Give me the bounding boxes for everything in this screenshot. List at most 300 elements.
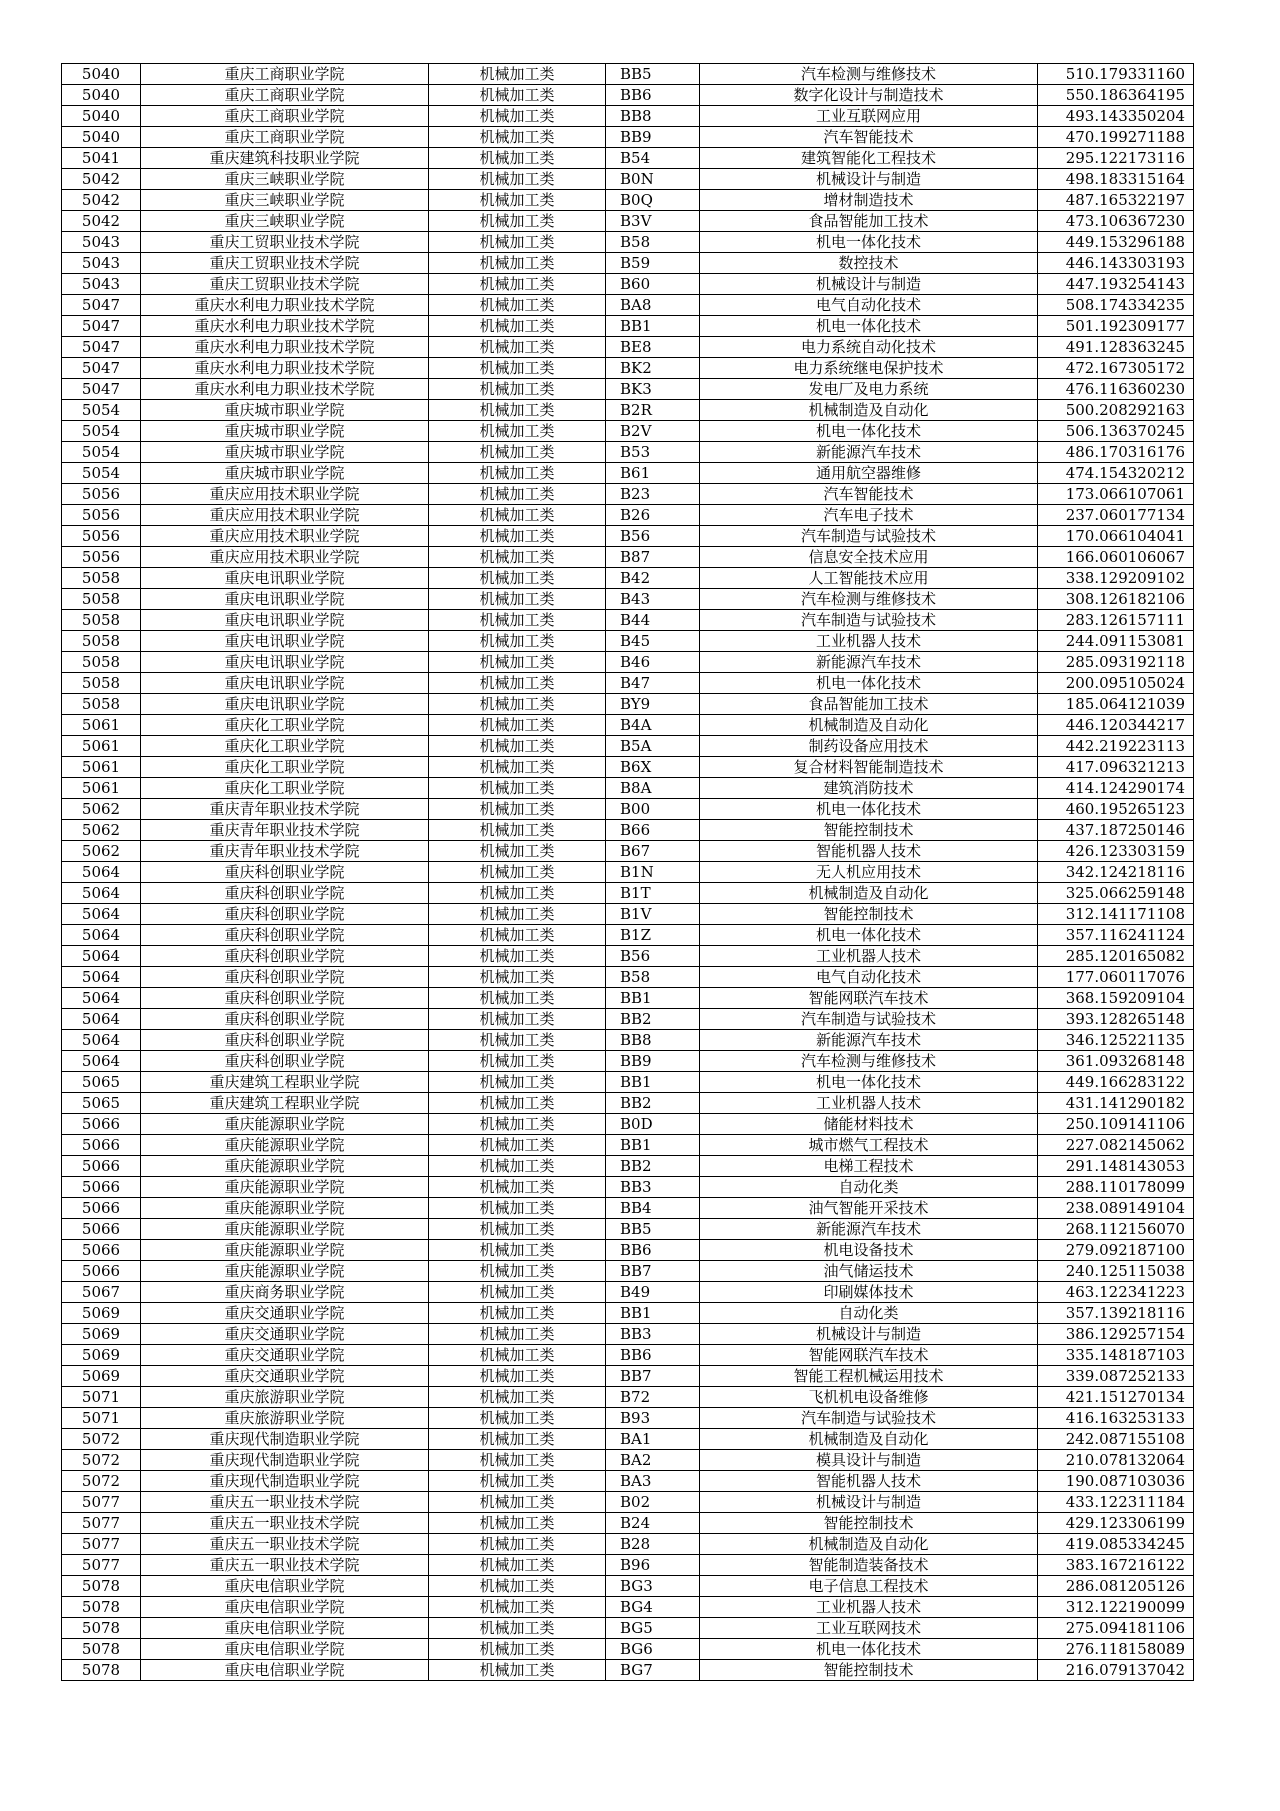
score-cell: 244.091153081 — [1038, 631, 1194, 652]
table-row — [62, 988, 1194, 1009]
school-name-cell: 重庆电讯职业学院 — [141, 694, 429, 715]
school-name-cell: 重庆城市职业学院 — [141, 463, 429, 484]
category-cell: 机械加工类 — [429, 1177, 606, 1198]
table-row — [62, 589, 1194, 610]
category-cell: 机械加工类 — [429, 421, 606, 442]
school-name-cell: 重庆电讯职业学院 — [141, 610, 429, 631]
score-cell: 240.125115038 — [1038, 1261, 1194, 1282]
score-cell: 285.120165082 — [1038, 946, 1194, 967]
score-cell: 357.116241124 — [1038, 925, 1194, 946]
major-name-cell: 油气储运技术 — [700, 1261, 1038, 1282]
category-cell: 机械加工类 — [429, 337, 606, 358]
table-row — [62, 1177, 1194, 1198]
major-name-cell: 汽车制造与试验技术 — [700, 526, 1038, 547]
score-cell: 506.136370245 — [1038, 421, 1194, 442]
table-row — [62, 442, 1194, 463]
school-name-cell: 重庆应用技术职业学院 — [141, 547, 429, 568]
school-code-cell: 5077 — [62, 1534, 141, 1555]
score-cell: 426.123303159 — [1038, 841, 1194, 862]
school-name-cell: 重庆三峡职业学院 — [141, 169, 429, 190]
major-code-cell: B26 — [606, 505, 700, 526]
school-name-cell: 重庆水利电力职业技术学院 — [141, 337, 429, 358]
score-cell: 472.167305172 — [1038, 358, 1194, 379]
table-row — [62, 1555, 1194, 1576]
category-cell: 机械加工类 — [429, 694, 606, 715]
category-cell: 机械加工类 — [429, 1030, 606, 1051]
school-name-cell: 重庆交通职业学院 — [141, 1366, 429, 1387]
school-code-cell: 5064 — [62, 946, 141, 967]
major-code-cell: BG3 — [606, 1576, 700, 1597]
category-cell: 机械加工类 — [429, 1597, 606, 1618]
major-name-cell: 汽车智能技术 — [700, 484, 1038, 505]
school-code-cell: 5064 — [62, 925, 141, 946]
major-code-cell: B49 — [606, 1282, 700, 1303]
school-name-cell: 重庆电信职业学院 — [141, 1576, 429, 1597]
major-name-cell: 自动化类 — [700, 1303, 1038, 1324]
category-cell: 机械加工类 — [429, 862, 606, 883]
category-cell: 机械加工类 — [429, 652, 606, 673]
major-code-cell: B5A — [606, 736, 700, 757]
major-name-cell: 电力系统继电保护技术 — [700, 358, 1038, 379]
school-name-cell: 重庆能源职业学院 — [141, 1156, 429, 1177]
table-row — [62, 799, 1194, 820]
table-row — [62, 1240, 1194, 1261]
school-name-cell: 重庆电讯职业学院 — [141, 568, 429, 589]
major-name-cell: 智能机器人技术 — [700, 1471, 1038, 1492]
school-code-cell: 5064 — [62, 988, 141, 1009]
score-cell: 308.126182106 — [1038, 589, 1194, 610]
table-row — [62, 253, 1194, 274]
category-cell: 机械加工类 — [429, 442, 606, 463]
major-name-cell: 通用航空器维修 — [700, 463, 1038, 484]
category-cell: 机械加工类 — [429, 589, 606, 610]
major-name-cell: 工业机器人技术 — [700, 1597, 1038, 1618]
major-code-cell: B1T — [606, 883, 700, 904]
major-name-cell: 机电一体化技术 — [700, 925, 1038, 946]
score-cell: 470.199271188 — [1038, 127, 1194, 148]
major-name-cell: 汽车电子技术 — [700, 505, 1038, 526]
school-code-cell: 5058 — [62, 589, 141, 610]
score-cell: 288.110178099 — [1038, 1177, 1194, 1198]
table-row — [62, 358, 1194, 379]
school-code-cell: 5067 — [62, 1282, 141, 1303]
category-cell: 机械加工类 — [429, 316, 606, 337]
major-code-cell: B8A — [606, 778, 700, 799]
category-cell: 机械加工类 — [429, 1639, 606, 1660]
major-code-cell: B44 — [606, 610, 700, 631]
table-row — [62, 736, 1194, 757]
score-cell: 417.096321213 — [1038, 757, 1194, 778]
major-name-cell: 智能机器人技术 — [700, 841, 1038, 862]
table-row — [62, 1051, 1194, 1072]
table-row — [62, 1303, 1194, 1324]
major-name-cell: 模具设计与制造 — [700, 1450, 1038, 1471]
school-name-cell: 重庆电信职业学院 — [141, 1618, 429, 1639]
major-name-cell: 机电一体化技术 — [700, 232, 1038, 253]
school-name-cell: 重庆能源职业学院 — [141, 1177, 429, 1198]
school-name-cell: 重庆现代制造职业学院 — [141, 1471, 429, 1492]
major-code-cell: B56 — [606, 946, 700, 967]
table-row — [62, 1198, 1194, 1219]
school-code-cell: 5058 — [62, 568, 141, 589]
school-code-cell: 5054 — [62, 421, 141, 442]
school-code-cell: 5043 — [62, 274, 141, 295]
score-cell: 190.087103036 — [1038, 1471, 1194, 1492]
score-cell: 508.174334235 — [1038, 295, 1194, 316]
major-code-cell: BB8 — [606, 1030, 700, 1051]
table-body — [62, 64, 1194, 1681]
school-code-cell: 5058 — [62, 631, 141, 652]
major-code-cell: BB9 — [606, 127, 700, 148]
school-code-cell: 5078 — [62, 1597, 141, 1618]
major-code-cell: B23 — [606, 484, 700, 505]
major-code-cell: B67 — [606, 841, 700, 862]
major-code-cell: B1V — [606, 904, 700, 925]
major-name-cell: 机械设计与制造 — [700, 1324, 1038, 1345]
category-cell: 机械加工类 — [429, 1282, 606, 1303]
major-code-cell: B02 — [606, 1492, 700, 1513]
category-cell: 机械加工类 — [429, 232, 606, 253]
major-name-cell: 智能控制技术 — [700, 904, 1038, 925]
category-cell: 机械加工类 — [429, 820, 606, 841]
score-cell: 414.124290174 — [1038, 778, 1194, 799]
major-code-cell: B28 — [606, 1534, 700, 1555]
score-cell: 279.092187100 — [1038, 1240, 1194, 1261]
table-row — [62, 778, 1194, 799]
table-row — [62, 1135, 1194, 1156]
school-code-cell: 5065 — [62, 1072, 141, 1093]
major-name-cell: 复合材料智能制造技术 — [700, 757, 1038, 778]
school-name-cell: 重庆工商职业学院 — [141, 127, 429, 148]
category-cell: 机械加工类 — [429, 778, 606, 799]
major-name-cell: 汽车检测与维修技术 — [700, 589, 1038, 610]
table-row — [62, 1471, 1194, 1492]
major-name-cell: 智能网联汽车技术 — [700, 988, 1038, 1009]
category-cell: 机械加工类 — [429, 1471, 606, 1492]
school-code-cell: 5066 — [62, 1240, 141, 1261]
score-cell: 312.122190099 — [1038, 1597, 1194, 1618]
table-row — [62, 64, 1194, 85]
school-code-cell: 5078 — [62, 1618, 141, 1639]
table-row — [62, 946, 1194, 967]
major-name-cell: 新能源汽车技术 — [700, 652, 1038, 673]
category-cell: 机械加工类 — [429, 295, 606, 316]
score-cell: 510.179331160 — [1038, 64, 1194, 85]
major-name-cell: 工业机器人技术 — [700, 946, 1038, 967]
category-cell: 机械加工类 — [429, 253, 606, 274]
major-code-cell: BK2 — [606, 358, 700, 379]
table-row — [62, 1324, 1194, 1345]
category-cell: 机械加工类 — [429, 505, 606, 526]
category-cell: 机械加工类 — [429, 190, 606, 211]
major-code-cell: B2R — [606, 400, 700, 421]
category-cell: 机械加工类 — [429, 631, 606, 652]
category-cell: 机械加工类 — [429, 1387, 606, 1408]
admission-score-table — [61, 63, 1194, 1681]
category-cell: 机械加工类 — [429, 463, 606, 484]
category-cell: 机械加工类 — [429, 1450, 606, 1471]
category-cell: 机械加工类 — [429, 1534, 606, 1555]
table-row — [62, 1282, 1194, 1303]
table-row — [62, 694, 1194, 715]
table-row — [62, 1345, 1194, 1366]
table-row — [62, 631, 1194, 652]
table-row — [62, 400, 1194, 421]
table-row — [62, 505, 1194, 526]
major-name-cell: 机电一体化技术 — [700, 673, 1038, 694]
table-row — [62, 820, 1194, 841]
table-row — [62, 484, 1194, 505]
table-row — [62, 421, 1194, 442]
major-name-cell: 食品智能加工技术 — [700, 694, 1038, 715]
score-cell: 357.139218116 — [1038, 1303, 1194, 1324]
major-name-cell: 新能源汽车技术 — [700, 442, 1038, 463]
score-cell: 460.195265123 — [1038, 799, 1194, 820]
score-cell: 346.125221135 — [1038, 1030, 1194, 1051]
school-code-cell: 5043 — [62, 253, 141, 274]
school-code-cell: 5064 — [62, 1030, 141, 1051]
major-name-cell: 智能制造装备技术 — [700, 1555, 1038, 1576]
school-name-cell: 重庆电信职业学院 — [141, 1597, 429, 1618]
major-code-cell: BB6 — [606, 1345, 700, 1366]
table-row — [62, 547, 1194, 568]
school-code-cell: 5069 — [62, 1324, 141, 1345]
category-cell: 机械加工类 — [429, 1219, 606, 1240]
school-code-cell: 5041 — [62, 148, 141, 169]
score-cell: 283.126157111 — [1038, 610, 1194, 631]
major-code-cell: BB2 — [606, 1156, 700, 1177]
major-name-cell: 机械制造及自动化 — [700, 1534, 1038, 1555]
category-cell: 机械加工类 — [429, 1345, 606, 1366]
category-cell: 机械加工类 — [429, 379, 606, 400]
major-code-cell: B93 — [606, 1408, 700, 1429]
major-name-cell: 飞机机电设备维修 — [700, 1387, 1038, 1408]
category-cell: 机械加工类 — [429, 715, 606, 736]
major-name-cell: 机械设计与制造 — [700, 169, 1038, 190]
category-cell: 机械加工类 — [429, 1429, 606, 1450]
school-name-cell: 重庆应用技术职业学院 — [141, 484, 429, 505]
major-code-cell: BB4 — [606, 1198, 700, 1219]
major-code-cell: BG4 — [606, 1597, 700, 1618]
category-cell: 机械加工类 — [429, 1576, 606, 1597]
table-row — [62, 568, 1194, 589]
category-cell: 机械加工类 — [429, 841, 606, 862]
category-cell: 机械加工类 — [429, 526, 606, 547]
category-cell: 机械加工类 — [429, 85, 606, 106]
school-code-cell: 5061 — [62, 736, 141, 757]
school-code-cell: 5066 — [62, 1261, 141, 1282]
table-row — [62, 106, 1194, 127]
table-row — [62, 232, 1194, 253]
major-name-cell: 汽车智能技术 — [700, 127, 1038, 148]
score-cell: 335.148187103 — [1038, 1345, 1194, 1366]
school-name-cell: 重庆商务职业学院 — [141, 1282, 429, 1303]
major-code-cell: BB5 — [606, 64, 700, 85]
major-code-cell: B0N — [606, 169, 700, 190]
school-code-cell: 5043 — [62, 232, 141, 253]
category-cell: 机械加工类 — [429, 1513, 606, 1534]
category-cell: 机械加工类 — [429, 1198, 606, 1219]
school-code-cell: 5061 — [62, 715, 141, 736]
category-cell: 机械加工类 — [429, 1492, 606, 1513]
score-cell: 291.148143053 — [1038, 1156, 1194, 1177]
table-row — [62, 148, 1194, 169]
school-name-cell: 重庆科创职业学院 — [141, 883, 429, 904]
major-code-cell: B6X — [606, 757, 700, 778]
table-row — [62, 883, 1194, 904]
table-row — [62, 967, 1194, 988]
school-code-cell: 5047 — [62, 295, 141, 316]
major-name-cell: 汽车检测与维修技术 — [700, 64, 1038, 85]
school-name-cell: 重庆能源职业学院 — [141, 1198, 429, 1219]
major-code-cell: B1N — [606, 862, 700, 883]
category-cell: 机械加工类 — [429, 757, 606, 778]
major-code-cell: B96 — [606, 1555, 700, 1576]
category-cell: 机械加工类 — [429, 211, 606, 232]
score-cell: 437.187250146 — [1038, 820, 1194, 841]
table-row — [62, 757, 1194, 778]
school-name-cell: 重庆建筑科技职业学院 — [141, 148, 429, 169]
major-code-cell: B47 — [606, 673, 700, 694]
school-code-cell: 5058 — [62, 694, 141, 715]
score-cell: 393.128265148 — [1038, 1009, 1194, 1030]
school-code-cell: 5042 — [62, 211, 141, 232]
major-name-cell: 机械制造及自动化 — [700, 715, 1038, 736]
major-name-cell: 电梯工程技术 — [700, 1156, 1038, 1177]
major-name-cell: 建筑消防技术 — [700, 778, 1038, 799]
school-name-cell: 重庆五一职业技术学院 — [141, 1513, 429, 1534]
school-code-cell: 5054 — [62, 400, 141, 421]
major-name-cell: 油气智能开采技术 — [700, 1198, 1038, 1219]
major-code-cell: BB8 — [606, 106, 700, 127]
school-code-cell: 5066 — [62, 1135, 141, 1156]
major-code-cell: B58 — [606, 232, 700, 253]
major-code-cell: B60 — [606, 274, 700, 295]
school-code-cell: 5047 — [62, 358, 141, 379]
table-row — [62, 673, 1194, 694]
category-cell: 机械加工类 — [429, 673, 606, 694]
school-name-cell: 重庆科创职业学院 — [141, 946, 429, 967]
major-code-cell: B58 — [606, 967, 700, 988]
school-code-cell: 5072 — [62, 1450, 141, 1471]
major-code-cell: BG6 — [606, 1639, 700, 1660]
score-cell: 285.093192118 — [1038, 652, 1194, 673]
category-cell: 机械加工类 — [429, 568, 606, 589]
school-code-cell: 5056 — [62, 484, 141, 505]
score-cell: 421.151270134 — [1038, 1387, 1194, 1408]
major-code-cell: B46 — [606, 652, 700, 673]
table-row — [62, 862, 1194, 883]
school-code-cell: 5069 — [62, 1345, 141, 1366]
school-name-cell: 重庆工商职业学院 — [141, 85, 429, 106]
major-code-cell: B59 — [606, 253, 700, 274]
category-cell: 机械加工类 — [429, 1093, 606, 1114]
table-row — [62, 463, 1194, 484]
school-code-cell: 5062 — [62, 841, 141, 862]
category-cell: 机械加工类 — [429, 1555, 606, 1576]
table-row — [62, 85, 1194, 106]
major-code-cell: B1Z — [606, 925, 700, 946]
table-row — [62, 715, 1194, 736]
score-cell: 446.120344217 — [1038, 715, 1194, 736]
school-code-cell: 5078 — [62, 1576, 141, 1597]
score-cell: 501.192309177 — [1038, 316, 1194, 337]
score-cell: 216.079137042 — [1038, 1660, 1194, 1681]
major-code-cell: B2V — [606, 421, 700, 442]
table-row — [62, 274, 1194, 295]
school-code-cell: 5056 — [62, 547, 141, 568]
major-code-cell: BB1 — [606, 1135, 700, 1156]
school-name-cell: 重庆旅游职业学院 — [141, 1387, 429, 1408]
school-name-cell: 重庆电讯职业学院 — [141, 673, 429, 694]
major-name-cell: 机电一体化技术 — [700, 421, 1038, 442]
major-name-cell: 机械制造及自动化 — [700, 883, 1038, 904]
table-row — [62, 1534, 1194, 1555]
school-code-cell: 5064 — [62, 1051, 141, 1072]
major-code-cell: B0Q — [606, 190, 700, 211]
score-cell: 446.143303193 — [1038, 253, 1194, 274]
score-cell: 429.123306199 — [1038, 1513, 1194, 1534]
score-cell: 275.094181106 — [1038, 1618, 1194, 1639]
major-code-cell: BB7 — [606, 1261, 700, 1282]
major-name-cell: 电气自动化技术 — [700, 295, 1038, 316]
score-cell: 463.122341223 — [1038, 1282, 1194, 1303]
major-code-cell: B42 — [606, 568, 700, 589]
school-name-cell: 重庆能源职业学院 — [141, 1114, 429, 1135]
table-row — [62, 610, 1194, 631]
table-row — [62, 1492, 1194, 1513]
school-name-cell: 重庆城市职业学院 — [141, 442, 429, 463]
major-name-cell: 食品智能加工技术 — [700, 211, 1038, 232]
table-row — [62, 904, 1194, 925]
score-cell: 237.060177134 — [1038, 505, 1194, 526]
school-name-cell: 重庆电讯职业学院 — [141, 631, 429, 652]
major-name-cell: 电子信息工程技术 — [700, 1576, 1038, 1597]
school-name-cell: 重庆交通职业学院 — [141, 1345, 429, 1366]
table-row — [62, 1450, 1194, 1471]
table-row — [62, 1513, 1194, 1534]
major-name-cell: 储能材料技术 — [700, 1114, 1038, 1135]
school-code-cell: 5061 — [62, 757, 141, 778]
table-row — [62, 1093, 1194, 1114]
school-name-cell: 重庆能源职业学院 — [141, 1261, 429, 1282]
school-name-cell: 重庆水利电力职业技术学院 — [141, 379, 429, 400]
score-cell: 491.128363245 — [1038, 337, 1194, 358]
category-cell: 机械加工类 — [429, 358, 606, 379]
category-cell: 机械加工类 — [429, 925, 606, 946]
table-row — [62, 1429, 1194, 1450]
school-code-cell: 5040 — [62, 85, 141, 106]
score-cell: 416.163253133 — [1038, 1408, 1194, 1429]
major-name-cell: 信息安全技术应用 — [700, 547, 1038, 568]
school-code-cell: 5054 — [62, 463, 141, 484]
table-row — [62, 1387, 1194, 1408]
score-cell: 361.093268148 — [1038, 1051, 1194, 1072]
school-name-cell: 重庆工商职业学院 — [141, 106, 429, 127]
table-row — [62, 379, 1194, 400]
major-name-cell: 汽车检测与维修技术 — [700, 1051, 1038, 1072]
school-code-cell: 5042 — [62, 190, 141, 211]
major-name-cell: 机电一体化技术 — [700, 316, 1038, 337]
major-name-cell: 机电一体化技术 — [700, 799, 1038, 820]
school-code-cell: 5064 — [62, 967, 141, 988]
school-name-cell: 重庆现代制造职业学院 — [141, 1450, 429, 1471]
table-row — [62, 841, 1194, 862]
school-name-cell: 重庆五一职业技术学院 — [141, 1534, 429, 1555]
school-name-cell: 重庆交通职业学院 — [141, 1324, 429, 1345]
major-code-cell: BB3 — [606, 1324, 700, 1345]
major-name-cell: 机电一体化技术 — [700, 1639, 1038, 1660]
